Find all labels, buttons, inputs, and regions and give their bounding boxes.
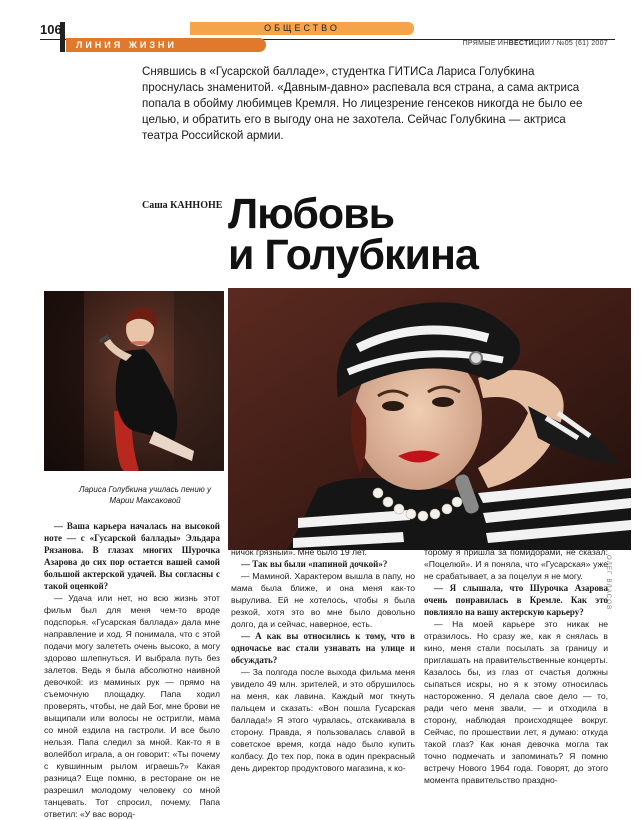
question: — Ваша карьера началась на высокой ноте — с «Гусарской баллады» Эльдара Рязанова. В глазах многих Шурочка Азарова до сих пор остается вашей самой большой актерской удачей. Вы согласны с такой оценкой? bbox=[44, 521, 220, 591]
rubric-label: ЛИНИЯ ЖИЗНИ bbox=[76, 40, 177, 50]
question: — Так вы были «папиной дочкой»? bbox=[241, 559, 388, 569]
section-label: ОБЩЕСТВО bbox=[264, 23, 340, 33]
byline: Саша КАННОНЕ bbox=[142, 200, 223, 211]
title-line-2: и Голубкина bbox=[228, 231, 478, 279]
photo-singer bbox=[44, 291, 224, 471]
lead-paragraph: Снявшись в «Гусарской балладе», студентка ГИТИСа Лариса Голубкина проснулась знаменитой. «Давным-давно» распевала вся страна, а сама актриса попала в обойму любимцев Кремля. Но лицезрение генсеков никогда не было ее целью, и обратить его в выгоду она не захотела. Сейчас Голубкина — актриса театра Российской армии. bbox=[142, 65, 583, 142]
answer: — Маминой. Характером вышла в папу, но мама была ближе, и она меня как-то вырулива. Ей не хотелось, чтобы я была резкой, хотя это во мне было довольно долго, да и сейчас, наверное, есть. bbox=[231, 571, 415, 629]
answer: — Удача или нет, но всю жизнь этот фильм был для меня чем-то вроде подспорья. «Гусарская баллада» дала мне направление и ход. Я понимала, что с этой подачи могу залететь очень высоко, а могу здорово шлепнуться. И выбрала путь без залетов. Ведь я была абсолютно наивной девочкой: из маминых рук — прямо на съемочную площадку. Папа ходил проверять, чтобы, не дай Бог, мне брови не выщипали или волосы не остригли, мама со мной ездила на гастроли. И все было нельзя. Папа следил за мной. Как-то я в волейбол играла, а он говорит: «Ты почему с кувшинным рылом играешь?» Какая разница? Еще помню, в ресторане он не разрешил молодому человеку со мной танцевать. Тот спросил, почему. Папа ответил: «У вас вород- bbox=[44, 593, 220, 819]
question: — А как вы относились к тому, что в одночасье вас стали узнавать на улице и обсуждать? bbox=[231, 631, 415, 665]
title-line-1: Любовь bbox=[228, 190, 395, 238]
column-3 bbox=[424, 546, 608, 786]
answer: ничок грязный». Мне было 19 лет. bbox=[231, 547, 367, 557]
answer: — На моей карьере это никак не отразилось. Но сразу же, как я снялась в кино, меня стали посылать за границу и приглашать на правительственные концерты. Казалось бы, из глаз от счастья должны сыпаться искры, но я к этому относилась настороженно. Я делала свое дело — то, ради чего меня звали, — и отходила в сторону, наблюдая происходящее вокруг. Сейчас, по прошествии лет, я думаю: откуда такой глаз? Как юная девочка могла так точно подмечать и запоминать? Я помню встречу Нового 1964 года. Говорят, до этого момента правительство праздно- bbox=[424, 619, 608, 785]
journal-issue: ПРЯМЫЕ ИНВЕСТИЦИИ / №05 (61) 2007 bbox=[462, 40, 608, 47]
answer: — За полгода после выхода фильма меня увидело 49 млн. зрителей, и это обрушилось на меня, как лавина. Каждый мог ткнуть пальцем и сказать: «Вон пошла Гусарская баллада!» Я этого чуралась, отскакивала в сторону. Правда, я пользовалась славой в советское время, когда надо было купить колбасу. До тех пор, пока в один прекрасный день директор продуктового магазина, к ко- bbox=[231, 667, 415, 773]
question: — Я слышала, что Шурочка Азарова очень понравилась в Кремле. Как это повлияло на вашу актерскую карьеру? bbox=[424, 583, 608, 617]
column-2 bbox=[231, 546, 415, 774]
photo-portrait bbox=[228, 288, 631, 550]
page-number: 106 bbox=[40, 22, 62, 37]
answer: торому я пришла за помидорами, не сказал: «Поцелюй». И я поняла, что «Гусарская» уже не срабатывает, а за поцелуи я не могу. bbox=[424, 547, 608, 581]
photo-credit-big: ОЛЕГ ВЛАСОВ bbox=[605, 555, 611, 611]
column-1 bbox=[44, 520, 220, 820]
photo-caption: Лариса Голубкина училась пению у Марии Максаковой bbox=[79, 485, 211, 505]
article-title bbox=[228, 190, 478, 279]
